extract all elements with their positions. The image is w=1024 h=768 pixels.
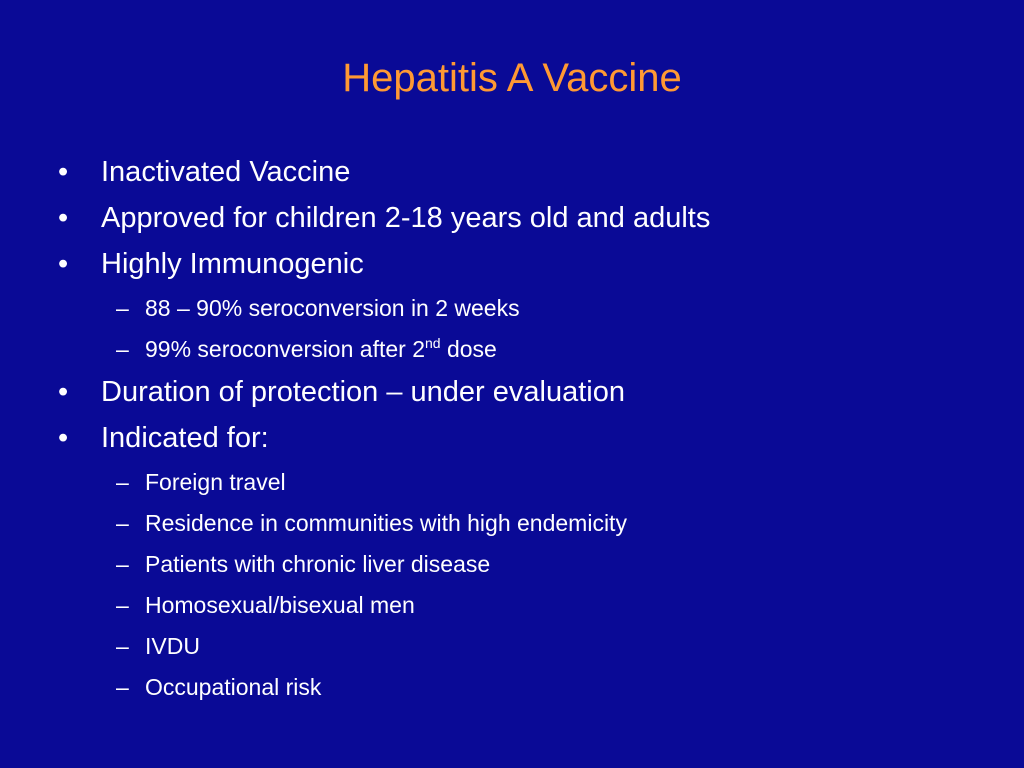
sub-bullet-text: Residence in communities with high endemicity [145, 510, 627, 536]
bullet-item [0, 418, 1024, 464]
dash-marker: – [116, 674, 129, 700]
sub-bullet-item [0, 505, 1024, 546]
bullet-text: Highly Immunogenic [101, 248, 364, 280]
sub-bullet-text: Patients with chronic liver disease [145, 551, 491, 577]
sub-bullet-text: Foreign travel [145, 469, 286, 495]
sub-bullet-text: IVDU [145, 633, 200, 659]
dash-marker: – [116, 592, 129, 618]
bullet-marker: • [58, 422, 69, 454]
bullet-marker: • [58, 156, 69, 188]
sub-bullet-text: Occupational risk [145, 674, 322, 700]
bullet-marker: • [58, 202, 69, 234]
bullet-item [0, 372, 1024, 418]
bullet-text: Duration of protection – under evaluation [101, 376, 625, 408]
sub-bullet-text: 88 – 90% seroconversion in 2 weeks [145, 295, 520, 321]
sub-bullet-item [0, 628, 1024, 669]
sub-bullet-text: Homosexual/bisexual men [145, 592, 415, 618]
sub-bullet-text-part: dose [440, 336, 497, 362]
sub-bullet-item [0, 587, 1024, 628]
sub-bullet-text-part: 99% seroconversion after 2 [145, 336, 425, 362]
bullet-item [0, 198, 1024, 244]
dash-marker: – [116, 295, 129, 321]
bullet-text: Approved for children 2-18 years old and adults [101, 202, 711, 234]
dash-marker: – [116, 336, 129, 362]
slide-title: Hepatitis A Vaccine [342, 56, 682, 100]
bullet-text: Inactivated Vaccine [101, 156, 351, 188]
dash-marker: – [116, 551, 129, 577]
sub-bullet-item [0, 546, 1024, 587]
dash-marker: – [116, 633, 129, 659]
sub-bullet-item [0, 669, 1024, 710]
dash-marker: – [116, 469, 129, 495]
bullet-marker: • [58, 376, 69, 408]
bullet-text: Indicated for: [101, 422, 269, 454]
sub-bullet-item [0, 464, 1024, 505]
bullet-list [0, 152, 1024, 710]
bullet-item [0, 152, 1024, 198]
bullet-marker: • [58, 248, 69, 280]
ordinal-superscript: nd [425, 335, 441, 351]
dash-marker: – [116, 510, 129, 536]
sub-bullet-item [0, 331, 1024, 372]
sub-bullet-text [145, 331, 497, 367]
sub-bullet-item [0, 290, 1024, 331]
bullet-item [0, 244, 1024, 290]
